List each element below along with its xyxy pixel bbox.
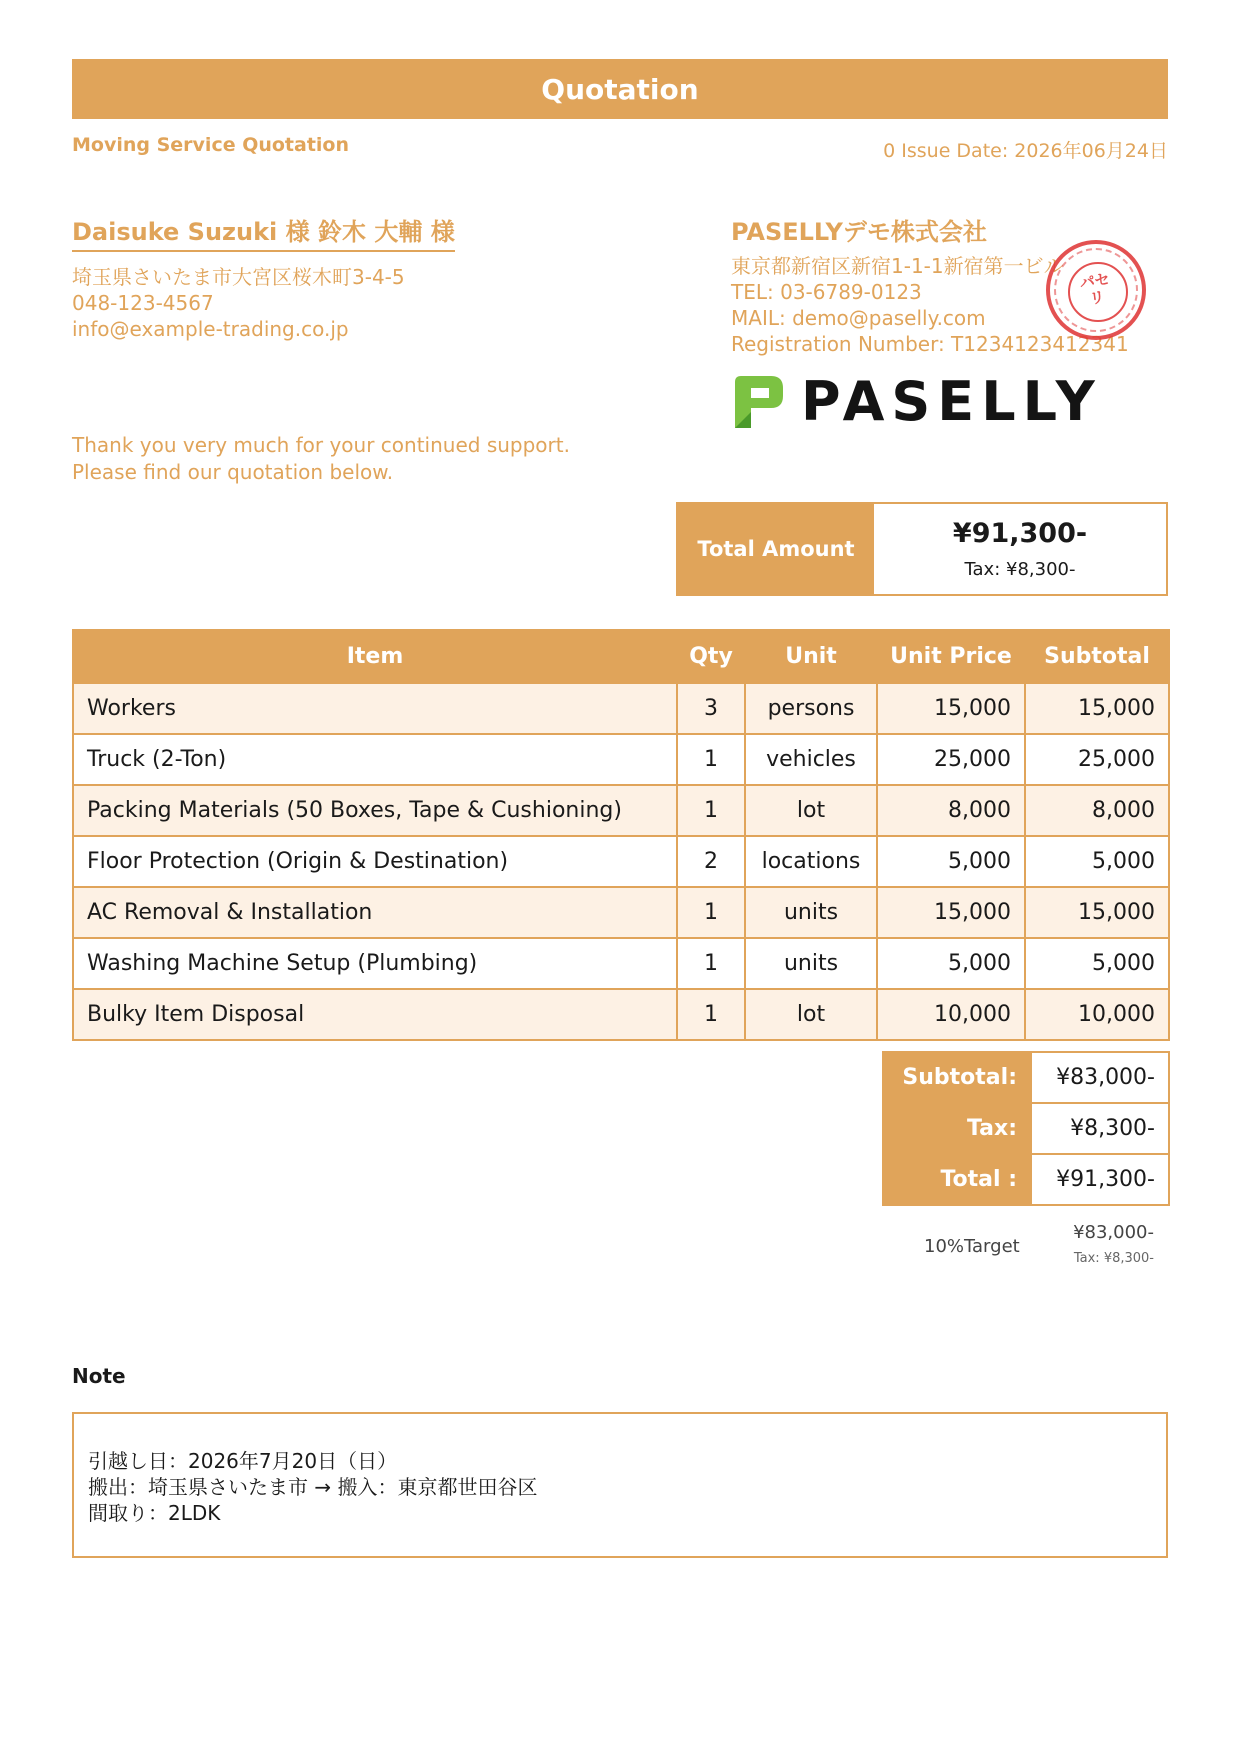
summary-tax-value: ¥8,300- — [1031, 1103, 1169, 1154]
cell-qty: 1 — [677, 785, 745, 836]
company-seal-stamp — [1046, 240, 1146, 340]
total-amount-box — [676, 502, 1168, 596]
cell-unit: lot — [745, 989, 877, 1040]
cell-unit: vehicles — [745, 734, 877, 785]
summary-subtotal-label: Subtotal: — [883, 1052, 1031, 1103]
note-title: Note — [72, 1364, 126, 1388]
cell-subtotal: 8,000 — [1025, 785, 1169, 836]
cell-qty: 2 — [677, 836, 745, 887]
logo-wordmark: PASELLY — [801, 370, 1102, 433]
cell-item: Bulky Item Disposal — [73, 989, 677, 1040]
client-name: Daisuke Suzuki 様 鈴木 大輔 様 — [72, 212, 455, 252]
items-table — [72, 629, 1170, 1041]
total-amount-label: Total Amount — [678, 504, 874, 594]
summary-subtotal-value: ¥83,000- — [1031, 1052, 1169, 1103]
cell-qty: 1 — [677, 734, 745, 785]
total-amount-value: ¥91,300- — [952, 518, 1088, 549]
header-unit-price: Unit Price — [877, 630, 1025, 683]
company-tel: TEL: 03-6789-0123 — [731, 280, 922, 304]
leaf-logo-icon — [731, 372, 787, 432]
cell-item: AC Removal & Installation — [73, 887, 677, 938]
client-email: info@example-trading.co.jp — [72, 317, 349, 341]
cell-subtotal: 5,000 — [1025, 836, 1169, 887]
cell-unit-price: 25,000 — [877, 734, 1025, 785]
table-row — [73, 989, 1169, 1040]
table-row — [73, 938, 1169, 989]
table-header-row — [73, 630, 1169, 683]
cell-unit: units — [745, 938, 877, 989]
cell-item: Washing Machine Setup (Plumbing) — [73, 938, 677, 989]
note-line: 搬出：埼玉県さいたま市 → 搬入：東京都世田谷区 — [88, 1475, 538, 1499]
cell-unit: locations — [745, 836, 877, 887]
cell-unit-price: 15,000 — [877, 683, 1025, 734]
cell-unit-price: 15,000 — [877, 887, 1025, 938]
thanks-message — [72, 432, 570, 486]
cell-unit: units — [745, 887, 877, 938]
summary-total-label: Total : — [883, 1154, 1031, 1205]
table-row — [73, 887, 1169, 938]
issue-date: 0 Issue Date: 2026年06月24日 — [883, 140, 1168, 162]
thanks-line-1: Thank you very much for your continued support. — [72, 433, 570, 457]
header-qty: Qty — [677, 630, 745, 683]
table-row — [73, 683, 1169, 734]
summary-subtotal-row — [883, 1052, 1169, 1103]
cell-unit-price: 5,000 — [877, 938, 1025, 989]
thanks-line-2: Please find our quotation below. — [72, 460, 394, 484]
company-name: PASELLYデモ株式会社 — [731, 218, 987, 246]
client-address: 埼玉県さいたま市大宮区桜木町3-4-5 — [72, 265, 405, 289]
cell-qty: 1 — [677, 938, 745, 989]
header-item: Item — [73, 630, 677, 683]
cell-subtotal: 15,000 — [1025, 683, 1169, 734]
summary-total-value: ¥91,300- — [1031, 1154, 1169, 1205]
summary-tax-row — [883, 1103, 1169, 1154]
tax-target-label: 10%Target — [924, 1236, 1020, 1257]
company-registration: Registration Number: T1234123412341 — [731, 332, 1129, 356]
note-line: 間取り：2LDK — [88, 1501, 221, 1525]
cell-subtotal: 15,000 — [1025, 887, 1169, 938]
cell-subtotal: 25,000 — [1025, 734, 1169, 785]
summary-tax-label: Tax: — [883, 1103, 1031, 1154]
client-block — [72, 212, 592, 342]
cell-subtotal: 10,000 — [1025, 989, 1169, 1040]
cell-unit: persons — [745, 683, 877, 734]
cell-qty: 1 — [677, 989, 745, 1040]
table-row — [73, 836, 1169, 887]
cell-item: Floor Protection (Origin & Destination) — [73, 836, 677, 887]
document-title: Quotation — [72, 59, 1168, 119]
cell-unit-price: 10,000 — [877, 989, 1025, 1040]
company-mail: MAIL: demo@paselly.com — [731, 306, 986, 330]
header-subtotal: Subtotal — [1025, 630, 1169, 683]
summary-table — [882, 1051, 1170, 1206]
document-subtitle: Moving Service Quotation — [72, 134, 350, 156]
tax-target-amount: ¥83,000- — [1073, 1222, 1154, 1243]
note-box — [72, 1412, 1168, 1558]
summary-total-row — [883, 1154, 1169, 1205]
tax-target-tax: Tax: ¥8,300- — [1073, 1251, 1154, 1266]
cell-subtotal: 5,000 — [1025, 938, 1169, 989]
table-row — [73, 785, 1169, 836]
cell-item: Packing Materials (50 Boxes, Tape & Cushioning) — [73, 785, 677, 836]
company-logo — [731, 370, 1102, 433]
cell-qty: 1 — [677, 887, 745, 938]
company-address: 東京都新宿区新宿1-1-1新宿第一ビル — [731, 254, 1064, 278]
table-row — [73, 734, 1169, 785]
note-line: 引越し日：2026年7月20日（日） — [88, 1449, 398, 1473]
stamp-text: パセ リ — [1078, 270, 1111, 308]
cell-item: Truck (2-Ton) — [73, 734, 677, 785]
cell-qty: 3 — [677, 683, 745, 734]
total-amount-tax: Tax: ¥8,300- — [964, 559, 1076, 580]
cell-unit-price: 8,000 — [877, 785, 1025, 836]
header-unit: Unit — [745, 630, 877, 683]
client-phone: 048-123-4567 — [72, 291, 214, 315]
cell-item: Workers — [73, 683, 677, 734]
cell-unit-price: 5,000 — [877, 836, 1025, 887]
cell-unit: lot — [745, 785, 877, 836]
